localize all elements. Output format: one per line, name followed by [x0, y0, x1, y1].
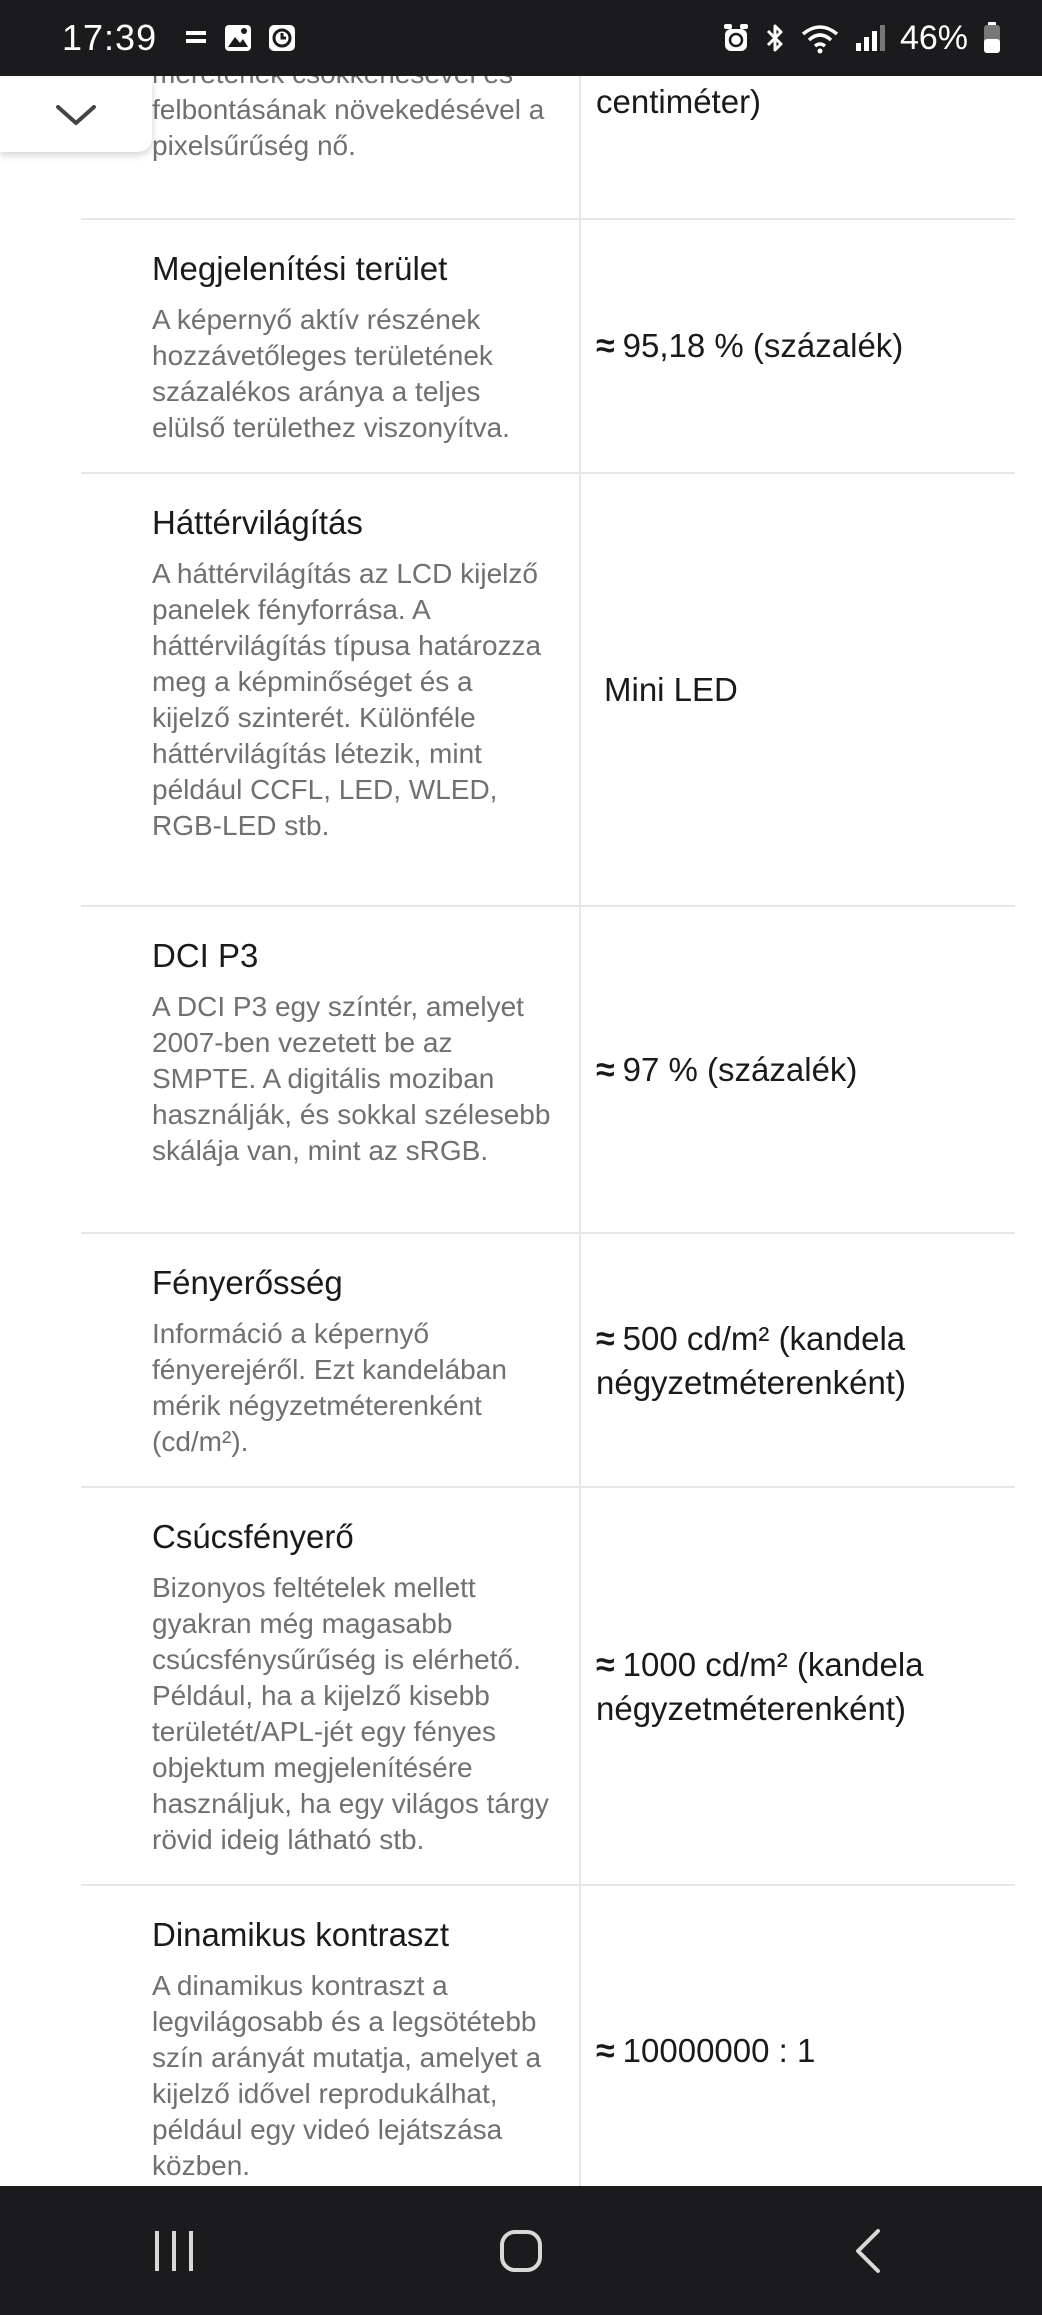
bluetooth-icon — [764, 22, 786, 54]
battery-percent: 46% — [899, 18, 968, 57]
status-bar — [0, 0, 1042, 76]
spec-title: Csúcsfényerő — [152, 1518, 354, 1555]
spec-label-cell — [81, 1234, 581, 1486]
spec-title: Fényerősség — [152, 1264, 343, 1301]
spec-title: Háttérvilágítás — [152, 504, 363, 541]
recent-apps-icon — [151, 2229, 197, 2273]
navigation-bar — [0, 2186, 1042, 2315]
spec-description: Bizonyos feltételek mellett gyakran még magasabb csúcsfénysűrűség is elérhető. Például, ha a kijelző kisebb területét/APL-jét egy fényes objektum megjelenítésére használjuk, ha egy világos tárgy rövid ideig látható stb. — [152, 1572, 549, 1855]
clock-icon — [267, 23, 297, 53]
alarm-icon — [722, 23, 750, 53]
spec-description: A dinamikus kontraszt a legvilágosabb és a legsötétebb szín arányát mutatja, amelyet a kijelző idővel reprodukálhat, például egy videó lejátszása közben. — [152, 1970, 542, 2181]
table-row — [81, 1234, 1015, 1488]
spec-value: 1000 cd/m² (kandela négyzetméterenként) — [596, 1645, 924, 1727]
spec-value: 95,18 % (százalék) — [622, 327, 904, 364]
display-spec-table — [81, 16, 1015, 2216]
approx-symbol: ≈ — [596, 1645, 615, 1684]
spec-value-cell — [581, 1234, 1015, 1486]
spec-description: A DCI P3 egy színtér, amelyet 2007-ben vezetett be az SMPTE. A digitális moziban használják, és sokkal szélesebb skálája van, mint az sRGB. — [152, 991, 551, 1166]
gallery-icon — [223, 23, 253, 53]
home-icon — [498, 2228, 544, 2274]
approx-symbol: ≈ — [596, 2032, 615, 2070]
recent-apps-button[interactable] — [114, 2201, 234, 2301]
spec-value: 97 % (százalék) — [622, 1050, 858, 1088]
signal-icon — [854, 23, 886, 53]
cast-icon — [183, 25, 209, 51]
home-button[interactable] — [461, 2201, 581, 2301]
wifi-icon — [800, 22, 840, 54]
spec-label-cell — [81, 1886, 581, 2216]
spec-title: Megjelenítési terület — [152, 250, 448, 287]
back-icon — [852, 2227, 884, 2275]
spec-value-cell — [581, 220, 1015, 472]
back-button[interactable] — [808, 2201, 928, 2301]
spec-value: 10000000 : 1 — [622, 2032, 816, 2069]
spec-label-cell — [81, 907, 581, 1232]
table-row — [81, 907, 1015, 1234]
approx-symbol: ≈ — [596, 1050, 615, 1089]
approx-symbol: ≈ — [596, 1319, 615, 1358]
spec-description: felbontásának növekedésével a pixelsűrűség nő. — [152, 94, 545, 161]
spec-description: A háttérvilágítás az LCD kijelző panelek fényforrása. A háttérvilágítás típusa határozza meg a képminőséget és a kijelző szinterét. Különféle háttérvilágítás létezik, mint például CCFL, LED, WLED, RGB-LED stb. — [152, 558, 542, 841]
spec-label-cell — [81, 220, 581, 472]
spec-title: Dinamikus kontraszt — [152, 1916, 450, 1953]
spec-label-cell — [81, 1488, 581, 1884]
chevron-down-icon — [54, 101, 98, 129]
table-row — [81, 1886, 1015, 2216]
spec-value-cell — [581, 474, 1015, 905]
spec-value: Mini LED — [604, 670, 738, 708]
battery-icon — [982, 21, 1002, 55]
spec-value: centiméter) — [596, 83, 762, 120]
spec-value: 500 cd/m² (kandela négyzetméterenként) — [596, 1319, 907, 1401]
spec-content[interactable] — [0, 76, 1042, 2186]
spec-description: A képernyő aktív részének hozzávetőleges területének százalékos aránya a teljes elülső területhez viszonyítva. — [152, 304, 510, 443]
spec-value-cell — [581, 907, 1015, 1232]
spec-description: Információ a képernyő fényerejéről. Ezt kandelában mérik négyzetméterenként (cd/m²). — [152, 1318, 507, 1457]
spec-label-cell — [81, 474, 581, 905]
table-row — [81, 1488, 1015, 1886]
table-row — [81, 220, 1015, 474]
table-row — [81, 474, 1015, 907]
spec-title: DCI P3 — [152, 937, 259, 974]
spec-value-cell — [581, 1886, 1015, 2216]
collapse-button[interactable] — [0, 78, 152, 152]
approx-symbol: ≈ — [596, 327, 615, 365]
spec-value-cell — [581, 1488, 1015, 1884]
status-time: 17:39 — [62, 17, 158, 58]
